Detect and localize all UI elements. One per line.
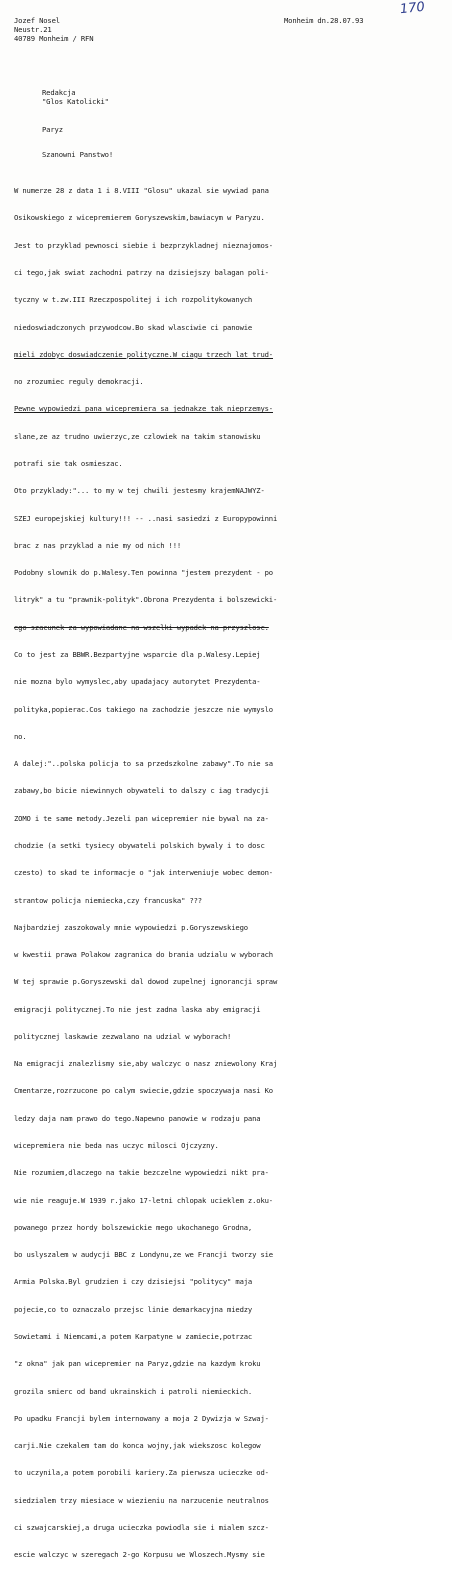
body-line: Po upadku Francji bylem internowany a moja 2 Dywizja w Szwaj- — [14, 1413, 269, 1423]
body-line: slane,ze az trudno uwierzyc,ze czlowiek na takim stanowisku — [14, 431, 261, 441]
body-line: pojecie,co to oznaczalo przejsc linie demarkacyjna miedzy — [14, 1304, 253, 1314]
body-line: bo uslyszalem w audycji BBC z Londynu,ze we Francji tworzy sie — [14, 1250, 273, 1260]
body-line: grozila smierc od band ukrainskich i patroli niemieckich. — [14, 1386, 253, 1396]
body-line: litryk" a tu "prawnik-polityk".Obrona Prezydenta i bolszewicki- — [14, 595, 278, 605]
body-line: ci szwajcarskiej,a druga ucieczka powiodla sie i mialem szcz- — [14, 1522, 269, 1532]
body-line: polityka,popierac.Cos takiego na zachodzie jeszcze nie wymyslo — [14, 704, 273, 714]
destination-city: Paryz — [42, 125, 63, 134]
body-line: Sowietami i Niemcami,a potem Karpatyne w zamiecie,potrzac — [14, 1332, 253, 1341]
body-line: tyczny w t.zw.III Rzeczpospolitej i ich rozpolitykowanych — [14, 295, 253, 305]
body-line: Podobny slownik do p.Walesy.Ten powinna "jestem prezydent - po — [14, 568, 273, 578]
body-line: mieli zdobyc doswiadczenie polityczne.W ciagu trzech lat trud- — [14, 349, 273, 359]
body-line: carji.Nie czekalem tam do konca wojny,jak wiekszosc kolegow — [14, 1441, 261, 1451]
body-line: wicepremiera nie beda nas uczyc milosci Ojczyzny. — [14, 1141, 219, 1151]
body-line: no. — [14, 731, 27, 741]
body-line: zabawy,bo bicie niewinnych obywateli to dalszy c iag tradycji — [14, 786, 269, 796]
body-line: wie nie reaguje.W 1939 r.jako 17-letni chlopak ucieklem z.oku- — [14, 1195, 273, 1205]
body-line: Jest to przyklad pewnosci siebie i bezprzykladnej nieznajomos- — [14, 240, 273, 250]
body-line: brac z nas przyklad a nie my od nich !!! — [14, 540, 182, 550]
sender-city: 40789 Monheim / RFN — [14, 34, 94, 44]
body-line: Armia Polska.Byl grudzien i czy dzisiejsi "politycy" maja — [14, 1277, 253, 1287]
body-line: niedoswiadczonych przywodcow.Bo skad wlasciwie ci panowie — [14, 322, 253, 332]
recipient-line-2: "Glos Katolicki" — [42, 97, 109, 107]
recipient-block — [42, 88, 109, 106]
sender-name: Jozef Nosel — [14, 16, 60, 25]
body-line: siedzialem trzy miesiace w wiezieniu na narzucenie neutralnos — [14, 1495, 269, 1505]
body-line: Na emigracji znalezlismy sie,aby walczyc o nasz zniewolony Kraj — [14, 1059, 278, 1069]
greeting: Szanowni Panstwo! — [42, 150, 114, 159]
body-line: ZOMO i te same metody.Jezeli pan wicepremier nie bywal na za- — [14, 813, 269, 823]
body-line: powanego przez hordy bolszewickie mego ukochanego Grodna, — [14, 1222, 253, 1232]
body-line: Pewne wypowiedzi pana wicepremiera sa jednakze tak nieprzemys- — [14, 404, 273, 414]
date-line: Monheim dn.28.07.93 — [284, 16, 364, 25]
body-line: Oto przyklady:"... to my w tej chwili jestesmy krajemNAJWYZ- — [14, 486, 265, 496]
body-line: A dalej:"..polska policja to sa przedszkolne zabawy".To nie sa — [14, 759, 273, 769]
body-line: "z okna" jak pan wicepremier na Paryz,gdzie na kazdym kroku — [14, 1359, 261, 1369]
body-line: W numerze 28 z data 1 i 8.VIII "Glosu" ukazal sie wywiad pana — [14, 186, 269, 196]
sender-block — [14, 16, 93, 43]
body-line: ledzy daja nam prawo do tego.Napewno panowie w rodzaju pana — [14, 1113, 261, 1123]
body-line: potrafi sie tak osmieszac. — [14, 459, 123, 468]
body-line: W tej sprawie p.Goryszewski dal dowod zupelnej ignorancji spraw — [14, 977, 278, 987]
body-line: Co to jest za BBWR.Bezpartyjne wsparcie dla p.Walesy.Lepiej — [14, 649, 261, 659]
body-line: escie walczyc w szeregach 2-go Korpusu we Wloszech.Mysmy sie — [14, 1550, 265, 1560]
body-line: Cmentarze,rozrzucone po calym swiecie,gdzie spoczywaja nasi Ko — [14, 1086, 273, 1096]
body-line: Najbardziej zaszokowaly mnie wypowiedzi p.Goryszewskiego — [14, 922, 248, 932]
letter-body — [14, 168, 277, 1578]
body-line: strantow policja niemiecka,czy francuska" ??? — [14, 895, 202, 905]
body-line: Osikowskiego z wicepremierem Goryszewskim,bawiacym w Paryzu. — [14, 213, 265, 223]
body-line: SZEJ europejskiej kultury!!! -- ..nasi sasiedzi z Europypowinni — [14, 513, 278, 523]
body-line: nie mozna bylo wymyslec,aby upadajacy autorytet Prezydenta- — [14, 677, 261, 687]
body-line: politycznej laskawie zezwalano na udzial w wyborach! — [14, 1031, 232, 1041]
body-line: ci tego,jak swiat zachodni patrzy na dzisiejszy balagan poli- — [14, 268, 269, 278]
body-line: to uczynila,a potem porobili kariery.Za pierwsza ucieczke od- — [14, 1468, 269, 1478]
recipient-line-1: Redakcja — [42, 88, 76, 97]
body-line: czesto) to skad te informacje o "jak interweniuje wobec demon- — [14, 868, 273, 878]
body-line: Nie rozumiem,dlaczego na takie bezczelne wypowiedzi nikt pra- — [14, 1168, 269, 1178]
sender-street: Neustr.21 — [14, 25, 52, 35]
handwritten-page-number: 170 — [399, 0, 426, 18]
body-line: emigracji politycznej.To nie jest zadna laska aby emigracji — [14, 1004, 261, 1014]
body-line: w kwestii prawa Polakow zagranica do brania udzialu w wyborach — [14, 950, 273, 960]
body-line: ego szacunek za wypowiadane na wszelki wypadek na przyszlosc. — [14, 622, 269, 632]
body-line: no zrozumiec reguly demokracji. — [14, 377, 144, 387]
body-line: chodzie (a setki tysiecy obywateli polskich bywaly i to dosc — [14, 840, 265, 850]
